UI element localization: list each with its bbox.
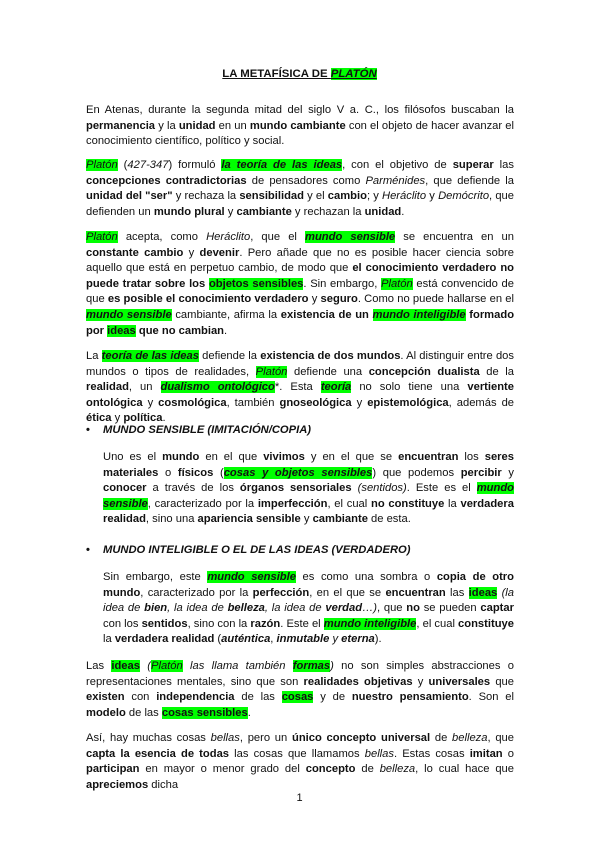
text-segment: Sin embargo, este <box>103 571 208 583</box>
text-segment: , sino una <box>145 513 198 526</box>
highlighted-text: ideas <box>111 660 140 672</box>
text-segment: constituye <box>458 617 514 630</box>
text-segment: razón <box>250 617 281 630</box>
text-segment: , el cual <box>416 617 459 630</box>
text-segment: ). <box>374 633 382 646</box>
text-segment: apreciemos <box>86 778 149 791</box>
text-segment: órganos sensoriales <box>239 482 352 495</box>
text-segment: realidades objetivas <box>303 675 413 688</box>
highlighted-text: mundo sensible <box>103 482 515 510</box>
text-segment: , también <box>226 396 280 409</box>
text-segment: dicha <box>148 778 179 791</box>
text-segment: realidad <box>86 381 129 394</box>
text-segment: y <box>501 466 514 479</box>
text-segment: . Sin embargo, <box>303 277 382 290</box>
text-segment: existencia de un <box>280 308 373 321</box>
text-segment: encuentran <box>385 586 446 599</box>
text-segment: *. Esta <box>274 381 321 394</box>
text-segment: 427-347 <box>127 159 169 171</box>
text-segment: belleza <box>379 763 416 776</box>
text-segment: ( <box>147 660 151 672</box>
text-segment: Las <box>86 660 112 672</box>
text-segment: es posible el conocimiento verdadero <box>107 293 309 306</box>
text-segment: no constituye <box>370 497 445 510</box>
paragraph-ideas-formas <box>86 659 514 721</box>
text-segment: , que defienden un <box>86 190 514 218</box>
text-segment: de las <box>234 691 282 704</box>
text-segment: ; y <box>366 190 382 203</box>
title-name: PLATÓN <box>330 68 377 80</box>
text-segment: y <box>142 396 159 409</box>
text-segment: con <box>124 691 157 704</box>
text-segment: , caracterizado por la <box>147 497 258 510</box>
highlighted-text: mundo inteligible <box>372 308 466 321</box>
text-segment: las <box>493 159 514 171</box>
text-segment: la <box>444 497 461 510</box>
text-segment: , que defiende la <box>425 174 514 187</box>
text-segment: las <box>445 586 469 599</box>
text-segment: , pero un <box>239 732 292 744</box>
bullet-marker: • <box>86 544 90 556</box>
paragraph-teoria-ideas <box>86 158 514 220</box>
text-segment: ) que podemos <box>372 466 461 479</box>
highlighted-text: Platón <box>86 231 118 243</box>
text-segment: En Atenas, durante la segunda mitad del siglo V a. C., los filósofos buscaban la <box>86 104 514 116</box>
text-segment: política <box>123 412 163 425</box>
text-segment: y en el que se <box>304 451 399 463</box>
text-segment: de la <box>479 365 515 378</box>
highlighted-text: mundo inteligible <box>323 617 417 630</box>
text-segment: imperfección <box>257 497 328 510</box>
highlighted-text: Platón <box>255 365 288 378</box>
text-segment: ética <box>86 412 112 425</box>
text-segment: y <box>308 293 321 306</box>
text-segment: a través de los <box>146 482 240 495</box>
text-segment: eterna <box>341 633 375 646</box>
text-segment: devenir <box>199 246 240 259</box>
text-segment: la <box>103 633 115 646</box>
text-segment: de <box>430 732 453 744</box>
text-segment: , además de <box>448 396 515 409</box>
text-segment: sensibilidad <box>239 190 304 203</box>
text-segment: bien <box>144 602 168 615</box>
text-segment: cambiante, afirma la <box>171 308 281 321</box>
paragraph-belleza <box>86 731 514 793</box>
text-segment: de las <box>125 706 162 719</box>
text-segment: el conocimiento verdadero no puede tratar sobre los <box>86 262 514 290</box>
paragraph-mundo-inteligible <box>103 570 514 648</box>
text-segment: copia de otro mundo <box>103 571 514 599</box>
text-segment: bellas <box>210 732 240 744</box>
text-segment: no solo tiene una <box>351 381 468 394</box>
text-segment: y <box>224 205 237 218</box>
text-segment: las llama también <box>182 660 293 672</box>
text-segment: vivimos <box>263 451 305 463</box>
text-segment: o <box>158 466 178 479</box>
title-prefix: LA METAFÍSICA DE <box>222 68 331 80</box>
text-segment: . Este el <box>280 617 324 630</box>
text-segment: , que el <box>250 231 305 243</box>
text-segment: cambiante <box>312 513 368 526</box>
highlighted-text: teoría <box>320 381 352 394</box>
text-segment: encuentran <box>398 451 459 463</box>
text-segment: seguro <box>320 293 358 306</box>
text-segment: ( <box>214 633 222 646</box>
text-segment: con los <box>103 617 142 630</box>
highlighted-text: mundo sensible <box>305 231 396 243</box>
text-segment: . <box>162 412 166 425</box>
text-segment: cambiante <box>236 205 292 218</box>
highlighted-text: ideas <box>468 586 498 599</box>
text-segment: y <box>412 675 429 688</box>
text-segment: …) <box>362 602 377 615</box>
document-title <box>0 68 599 80</box>
bullet-mundo-sensible <box>86 423 516 439</box>
text-segment: y <box>183 246 200 259</box>
highlighted-text: cosas y objetos sensibles <box>223 466 373 479</box>
text-segment: universales <box>428 675 491 688</box>
text-segment: . <box>401 205 405 218</box>
text-segment: unidad <box>364 205 402 218</box>
text-segment: de esta. <box>367 513 411 526</box>
text-segment: concepto <box>305 763 356 776</box>
paragraph-intro <box>86 103 514 150</box>
text-segment: seres materiales <box>103 451 514 479</box>
text-segment: ) formuló <box>168 159 222 171</box>
text-segment: acepta, como <box>117 231 207 243</box>
text-segment: y <box>351 396 368 409</box>
text-segment: en un <box>215 119 250 132</box>
text-segment: y la <box>155 119 179 132</box>
text-segment: y rechazan la <box>291 205 365 218</box>
text-segment: cambio <box>327 190 367 203</box>
text-segment: no <box>406 602 420 615</box>
text-segment: mundo cambiante <box>249 119 346 132</box>
bullet-mundo-inteligible <box>86 543 516 559</box>
text-segment: nuestro pensamiento <box>351 691 469 704</box>
text-segment: mundo plural <box>153 205 225 218</box>
text-segment: defiende la <box>198 350 261 362</box>
text-segment: . <box>224 324 228 337</box>
paragraph-mundo-sensible <box>103 450 514 528</box>
text-segment: . Al distinguir entre dos mundos o tipos de realidades, <box>86 350 514 378</box>
highlighted-text: mundo sensible <box>207 571 296 583</box>
text-segment: y <box>300 513 313 526</box>
text-segment: sentidos <box>141 617 188 630</box>
highlighted-text: cosas <box>281 691 314 704</box>
text-segment: constante cambio <box>86 246 184 259</box>
text-segment: formado por <box>86 308 515 337</box>
text-segment: no son simples abstracciones o representaciones mentales, sino que son <box>86 660 514 688</box>
text-segment: , la idea de <box>264 602 326 615</box>
text-segment: concepción dualista <box>368 365 480 378</box>
text-segment: y <box>329 633 342 646</box>
text-segment: independencia <box>156 691 235 704</box>
text-segment: los <box>458 451 485 463</box>
text-segment: belleza <box>452 732 488 744</box>
text-segment: y el <box>303 190 328 203</box>
highlighted-text: la teoría de las ideas <box>221 159 343 171</box>
text-segment: Heráclito <box>381 190 427 203</box>
text-segment: es como una sombra o <box>295 571 437 583</box>
text-segment: o <box>502 747 514 760</box>
text-segment: defiende una <box>287 365 369 378</box>
text-segment: unidad <box>178 119 216 132</box>
text-segment: perfección <box>252 586 310 599</box>
text-segment: Heráclito <box>206 231 251 243</box>
text-segment: capta la esencia de todas <box>86 747 230 760</box>
bullet-marker: • <box>86 424 90 436</box>
text-segment: auténtica <box>221 633 271 646</box>
text-segment: las cosas que llamamos <box>229 747 365 760</box>
highlighted-text: cosas sensibles <box>161 706 248 719</box>
text-segment: de <box>355 763 380 776</box>
text-segment: captar <box>480 602 514 615</box>
highlighted-text: Platón <box>151 660 183 672</box>
text-segment: en mayor o menor grado del <box>139 763 306 776</box>
text-segment: verdad <box>325 602 363 615</box>
text-segment: se encuentra en un <box>395 231 514 243</box>
text-segment: . Estas cosas <box>393 747 470 760</box>
highlighted-text: Platón <box>86 159 118 171</box>
paragraph-dos-mundos <box>86 349 514 427</box>
text-segment: belleza <box>227 602 265 615</box>
text-segment: . Este es el <box>406 482 477 495</box>
text-segment: , en el que se <box>309 586 386 599</box>
text-segment: , con el objetivo de <box>342 159 453 171</box>
text-segment: Uno es el <box>103 451 163 463</box>
text-segment: (la idea de <box>103 586 514 615</box>
text-segment: conocer <box>103 482 147 495</box>
text-segment: y de <box>313 691 352 704</box>
text-segment: y <box>111 412 124 425</box>
text-segment: existencia de dos mundos <box>260 350 401 362</box>
text-segment: gnoseológica <box>279 396 352 409</box>
text-segment: , que <box>376 602 407 615</box>
text-segment: imitan <box>469 747 503 760</box>
text-segment: , el cual <box>327 497 371 510</box>
highlighted-text: ideas <box>107 324 136 337</box>
text-segment: superar <box>452 159 494 171</box>
text-segment: verdadera realidad <box>114 633 215 646</box>
text-segment: que <box>490 675 514 688</box>
text-segment: permanencia <box>86 119 156 132</box>
text-segment: . <box>247 706 251 719</box>
text-segment: , caracterizado por la <box>140 586 253 599</box>
text-segment: y <box>426 190 439 203</box>
text-segment: con el objeto de hacer avanzar el conocimiento científico, político y social. <box>86 119 514 148</box>
text-segment: concepciones contradictorias <box>86 174 247 187</box>
highlighted-text: formas <box>292 660 331 672</box>
highlighted-text: dualismo ontológico <box>160 381 275 394</box>
highlighted-text: Platón <box>381 277 413 290</box>
text-segment: Demócrito <box>438 190 490 203</box>
text-segment: ( <box>117 159 128 171</box>
text-segment: de pensadores como <box>246 174 366 187</box>
text-segment: , la idea de <box>167 602 228 615</box>
text-segment: epistemológica <box>367 396 449 409</box>
text-segment: único concepto universal <box>291 732 431 744</box>
text-segment: que no cambian <box>135 324 225 337</box>
text-segment: . Como no puede hallarse en el <box>357 293 514 306</box>
text-segment: físicos <box>177 466 214 479</box>
text-segment: apariencia sensible <box>197 513 301 526</box>
text-segment: , <box>270 633 277 646</box>
text-segment: , un <box>128 381 161 394</box>
paragraph-mundo-sensible-cambio <box>86 230 514 339</box>
text-segment: . Pero añade que no es posible hacer ciencia sobre aquello que está en perpetuo cambio, de modo que <box>86 246 515 275</box>
text-segment: ) <box>330 660 334 672</box>
text-segment: , lo cual hace que <box>415 763 514 776</box>
text-segment: está convencido de que <box>86 277 514 306</box>
bullet-heading-mundo-sensible: MUNDO SENSIBLE (IMITACIÓN/COPIA) <box>103 424 312 436</box>
text-segment: unidad del "ser" <box>86 190 173 203</box>
text-segment: y rechaza la <box>172 190 240 203</box>
text-segment: cosmológica <box>158 396 227 409</box>
text-segment: modelo <box>86 706 126 719</box>
text-segment: ( <box>213 466 224 479</box>
text-segment: Parménides <box>365 174 426 187</box>
text-segment: bellas <box>364 747 394 760</box>
highlighted-text: mundo sensible <box>86 308 172 321</box>
text-segment: , que <box>487 732 514 744</box>
bullet-heading-mundo-inteligible: MUNDO INTELIGIBLE O EL DE LAS IDEAS (VERDADERO) <box>103 544 411 556</box>
text-segment: . Son el <box>468 691 514 704</box>
highlighted-text: objetos sensibles <box>208 277 304 290</box>
text-segment: se pueden <box>419 602 481 615</box>
text-segment: vertiente ontológica <box>86 381 515 409</box>
highlighted-text: teoría de las ideas <box>101 350 199 362</box>
text-segment: La <box>86 350 102 362</box>
text-segment: mundo <box>162 451 200 463</box>
text-segment: (sentidos) <box>357 482 407 495</box>
text-segment: , sino con la <box>187 617 251 630</box>
text-segment: percibir <box>460 466 502 479</box>
text-segment: inmutable <box>276 633 330 646</box>
text-segment: Así, hay muchas cosas <box>86 732 211 744</box>
text-segment: en el que <box>199 451 264 463</box>
text-segment: existen <box>86 691 125 704</box>
text-segment: participan <box>86 763 140 776</box>
text-segment: verdadera realidad <box>103 497 514 526</box>
page-number: 1 <box>296 792 303 804</box>
